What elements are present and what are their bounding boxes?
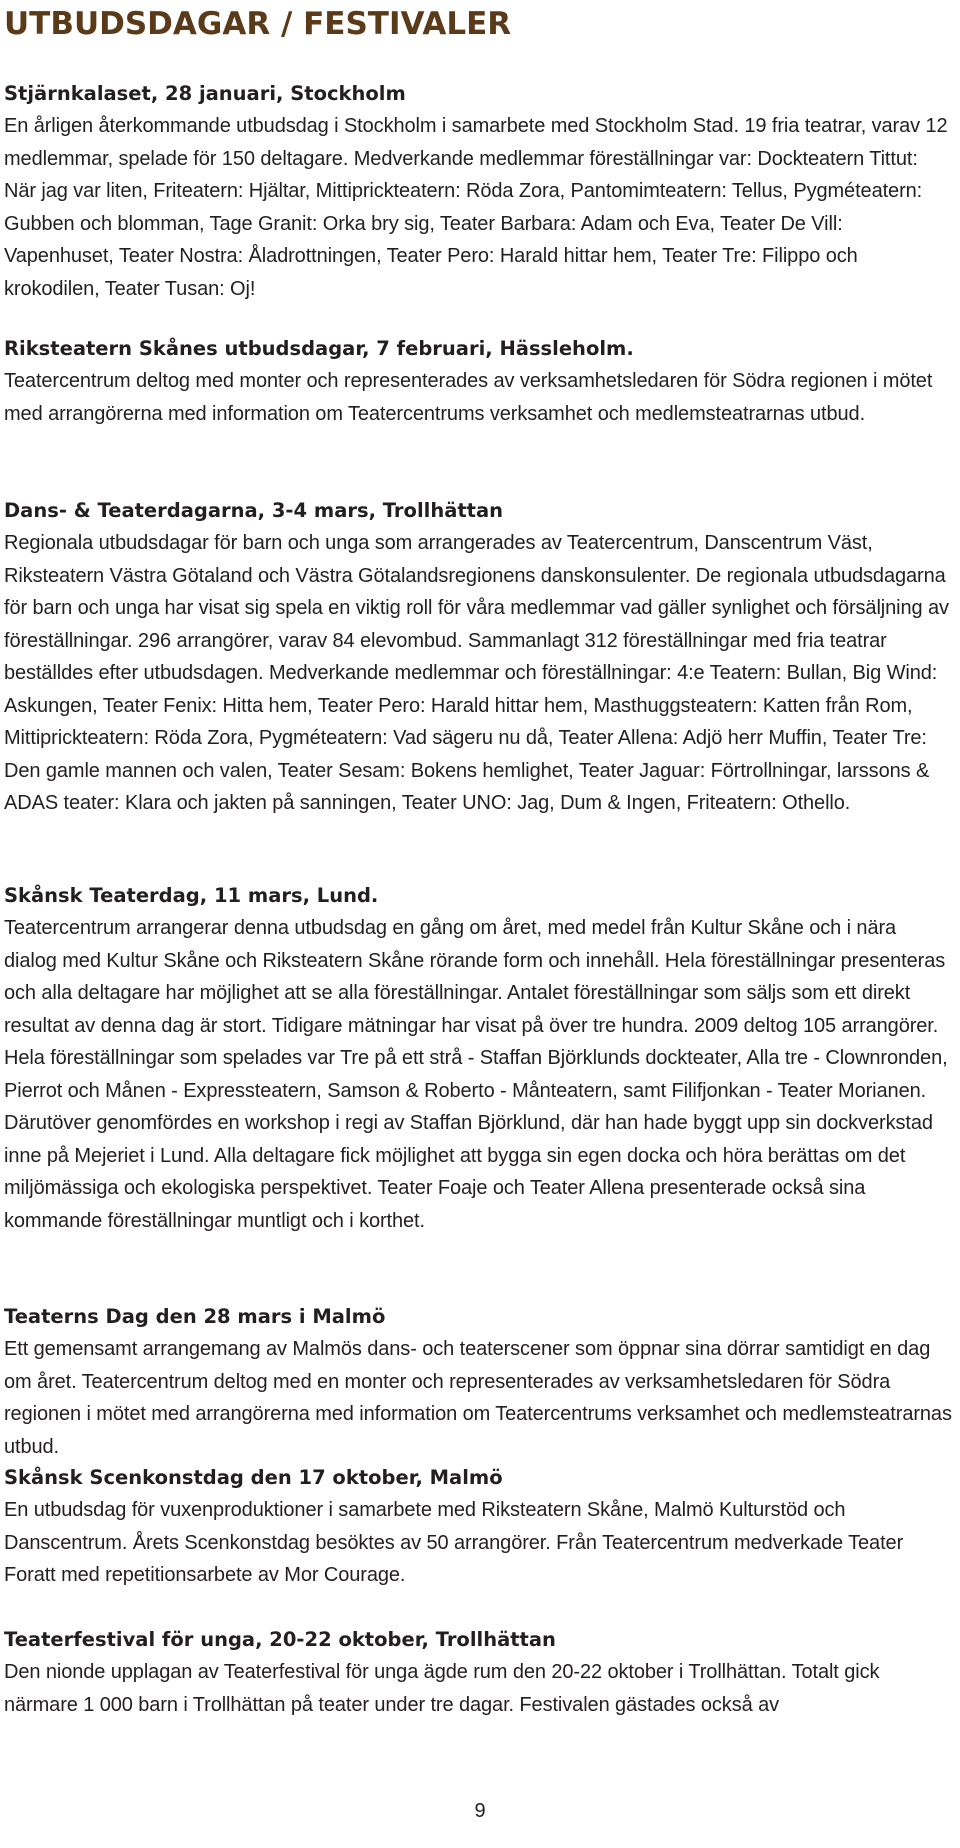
section-skansk-scenkonstdag [4,1466,954,1592]
section-heading: Teaterfestival för unga, 20-22 oktober, Trollhättan [4,1628,556,1651]
section-heading: Stjärnkalaset, 28 januari, Stockholm [4,82,406,105]
section-body: Ett gemensamt arrangemang av Malmös dans- och teaterscener som öppnar sina dörrar samtidigt en dag om året. Teatercentrum deltog med en monter och representerades av verksamhetsledaren för Södra regionen i mötet med arrangörerna med information om Teatercentrums verksamhet och medlemsteatrarnas utbud. [4,1338,952,1458]
section-body: En utbudsdag för vuxenproduktioner i samarbete med Riksteatern Skåne, Malmö Kulturstöd och Danscentrum. Årets Scenkonstdag besöktes av 50 arrangörer. Från Teatercentrum medverkade Teater Foratt med repetitionsarbete av Mor Courage. [4,1499,904,1586]
section-body: Teatercentrum arrangerar denna utbudsdag en gång om året, med medel från Kultur Skåne och i nära dialog med Kultur Skåne och Riksteatern Skåne rörande form och innehåll. Hela föreställningar presenteras och alla deltagare har möjlighet att se alla föreställningar. Antalet föreställningar som säljs som ett direkt resultat av denna dag är stort. Tidigare mätningar har visat på över tre hundra. 2009 deltog 105 arrangörer. Hela föreställningar som spelades var Tre på ett strå - Staffan Björklunds dockteater, Alla tre - Clownronden, Pierrot och Månen - Expressteatern, Samson & Roberto - Månteatern, samt Filifjonkan - Teater Morianen. Därutöver genomfördes en workshop i regi av Staffan Björklund, där han hade byggt upp sin dockverkstad inne på Mejeriet i Lund. Alla deltagare fick möjlighet att bygga sin egen docka och höra berättas om det miljömässiga och ekologiska perspektivet. Teater Foaje och Teater Allena presenterade också sina kommande föreställningar muntligt och i korthet. [4,917,948,1232]
section-heading: Dans- & Teaterdagarna, 3-4 mars, Trollhättan [4,499,504,522]
section-body: En årligen återkommande utbudsdag i Stockholm i samarbete med Stockholm Stad. 19 fria teatrar, varav 12 medlemmar, spelade för 150 deltagare. Medverkande medlemmar föreställningar var: Dockteatern Tittut: När jag var liten, Friteatern: Hjältar, Mittiprickteatern: Röda Zora, Pantomimteatern: Tellus, Pygméteatern: Gubben och blomman, Tage Granit: Orka bry sig, Teater Barbara: Adam och Eva, Teater De Vill: Vapenhuset, Teater Nostra: Åladrottningen, Teater Pero: Harald hittar hem, Teater Tre: Filippo och krokodilen, Teater Tusan: Oj! [4,115,948,300]
document-page [4,0,954,1716]
section-heading: Skånsk Scenkonstdag den 17 oktober, Malmö [4,1466,503,1489]
section-heading: Skånsk Teaterdag, 11 mars, Lund. [4,884,379,907]
section-riksteatern-skane [4,337,954,430]
section-heading: Teaterns Dag den 28 mars i Malmö [4,1305,386,1328]
section-body: Regionala utbudsdagar för barn och unga som arrangerades av Teatercentrum, Danscentrum Väst, Riksteatern Västra Götaland och Västra Götalandsregionens danskonsulenter. De regionala utbudsdagarna för barn och unga har visat sig spela en viktig roll för våra medlemmar vad gäller synlighet och försäljning av föreställningar. 296 arrangörer, varav 84 elevombud. Sammanlagt 312 föreställningar med fria teatrar beställdes efter utbudsdagen. Medverkande medlemmar och föreställningar: 4:e Teatern: Bullan, Big Wind: Askungen, Teater Fenix: Hitta hem, Teater Pero: Harald hittar hem, Masthuggsteatern: Katten från Rom, Mittiprickteatern: Röda Zora, Pygméteatern: Vad sägeru nu då, Teater Allena: Adjö herr Muffin, Teater Tre: Den gamle mannen och valen, Teater Sesam: Bokens hemlighet, Teater Jaguar: Förtrollningar, larssons & ADAS teater: Klara och jakten på sanningen, Teater UNO: Jag, Dum & Ingen, Friteatern: Othello. [4,532,949,814]
section-teaterns-dag [4,1305,954,1463]
section-body: Teatercentrum deltog med monter och representerades av verksamhetsledaren för Södra regionen i mötet med arrangörerna med information om Teatercentrums verksamhet och medlemsteatrarnas utbud. [4,370,933,425]
section-skansk-teaterdag [4,884,954,1237]
section-body: Den nionde upplagan av Teaterfestival för unga ägde rum den 20-22 oktober i Trollhättan. Totalt gick närmare 1 000 barn i Trollhättan på teater under tre dagar. Festivalen gästades också av [4,1661,880,1716]
section-teaterfestival-unga [4,1628,954,1721]
section-heading: Riksteatern Skånes utbudsdagar, 7 februari, Hässleholm. [4,337,634,360]
page-number: 9 [474,1800,486,1822]
section-stjarnkalaset [4,82,954,305]
section-dans-teaterdagarna [4,499,954,820]
page-title: UTBUDSDAGAR / FESTIVALER [4,6,512,42]
